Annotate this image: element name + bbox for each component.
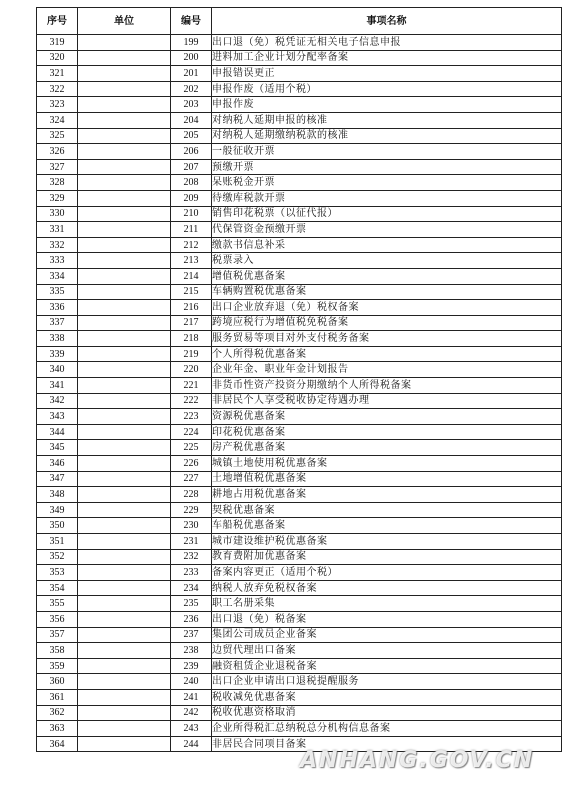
table-row [37,112,562,128]
row-unit [78,674,171,690]
table-row [37,35,562,51]
row-code: 221 [171,378,212,394]
row-code: 241 [171,689,212,705]
row-unit [78,112,171,128]
row-seq: 343 [37,409,78,425]
header-code: 编号 [171,8,212,35]
table-row [37,736,562,752]
row-code: 200 [171,50,212,66]
row-code: 225 [171,440,212,456]
row-unit [78,627,171,643]
table-row [37,378,562,394]
row-seq: 323 [37,97,78,113]
row-seq: 330 [37,206,78,222]
row-code: 204 [171,112,212,128]
row-code: 210 [171,206,212,222]
row-seq: 357 [37,627,78,643]
table-body [37,35,562,752]
row-unit [78,253,171,269]
row-seq: 335 [37,284,78,300]
row-code: 219 [171,346,212,362]
row-seq: 356 [37,611,78,627]
row-name: 申报错误更正 [212,66,562,82]
row-name: 出口退（免）税备案 [212,611,562,627]
row-unit [78,300,171,316]
row-name: 个人所得税优惠备案 [212,346,562,362]
row-seq: 329 [37,190,78,206]
table-row [37,643,562,659]
row-name: 契税优惠备案 [212,502,562,518]
row-seq: 359 [37,658,78,674]
row-name: 教育费附加优惠备案 [212,549,562,565]
row-unit [78,643,171,659]
row-seq: 347 [37,471,78,487]
table-row [37,128,562,144]
row-seq: 326 [37,144,78,160]
row-unit [78,346,171,362]
row-unit [78,237,171,253]
row-code: 229 [171,502,212,518]
row-code: 244 [171,736,212,752]
row-name: 非货币性资产投资分期缴纳个人所得税备案 [212,378,562,394]
row-code: 208 [171,175,212,191]
row-unit [78,268,171,284]
table-row [37,611,562,627]
table-row [37,346,562,362]
table-row [37,674,562,690]
table-row [37,721,562,737]
row-seq: 333 [37,253,78,269]
table-row [37,175,562,191]
row-unit [78,736,171,752]
row-code: 224 [171,424,212,440]
header-name: 事项名称 [212,8,562,35]
row-name: 出口企业申请出口退税提醒服务 [212,674,562,690]
row-unit [78,502,171,518]
row-unit [78,456,171,472]
row-seq: 328 [37,175,78,191]
table-header-row [37,8,562,35]
row-name: 企业年金、职业年金计划报告 [212,362,562,378]
row-code: 237 [171,627,212,643]
row-name: 城镇土地使用税优惠备案 [212,456,562,472]
row-unit [78,378,171,394]
row-unit [78,284,171,300]
row-seq: 360 [37,674,78,690]
row-name: 增值税优惠备案 [212,268,562,284]
row-unit [78,50,171,66]
row-seq: 336 [37,300,78,316]
row-seq: 351 [37,534,78,550]
table-row [37,456,562,472]
row-code: 213 [171,253,212,269]
table-row [37,81,562,97]
row-name: 申报作废（适用个税） [212,81,562,97]
row-seq: 338 [37,331,78,347]
row-seq: 332 [37,237,78,253]
table-row [37,284,562,300]
row-unit [78,81,171,97]
row-code: 209 [171,190,212,206]
row-code: 211 [171,222,212,238]
table-row [37,658,562,674]
row-seq: 358 [37,643,78,659]
row-code: 240 [171,674,212,690]
row-code: 216 [171,300,212,316]
row-name: 纳税人放弃免税权备案 [212,580,562,596]
table-row [37,97,562,113]
row-name: 税收优惠资格取消 [212,705,562,721]
row-seq: 362 [37,705,78,721]
row-name: 申报作废 [212,97,562,113]
table-row [37,190,562,206]
row-code: 226 [171,456,212,472]
table-row [37,580,562,596]
row-code: 239 [171,658,212,674]
row-seq: 327 [37,159,78,175]
row-unit [78,518,171,534]
row-code: 205 [171,128,212,144]
row-code: 238 [171,643,212,659]
row-name: 对纳税人延期缴纳税款的核准 [212,128,562,144]
row-seq: 319 [37,35,78,51]
row-unit [78,315,171,331]
row-unit [78,175,171,191]
row-unit [78,689,171,705]
row-seq: 324 [37,112,78,128]
row-name: 城市建设维护税优惠备案 [212,534,562,550]
row-seq: 322 [37,81,78,97]
table-row [37,237,562,253]
row-name: 一般征收开票 [212,144,562,160]
row-code: 227 [171,471,212,487]
header-unit: 单位 [78,8,171,35]
row-seq: 354 [37,580,78,596]
table-row [37,268,562,284]
row-code: 234 [171,580,212,596]
row-code: 215 [171,284,212,300]
row-name: 房产税优惠备案 [212,440,562,456]
row-unit [78,549,171,565]
row-unit [78,596,171,612]
table-row [37,362,562,378]
row-unit [78,66,171,82]
row-unit [78,440,171,456]
row-name: 车船税优惠备案 [212,518,562,534]
table-row [37,565,562,581]
table-row [37,331,562,347]
table-row [37,518,562,534]
row-name: 跨境应税行为增值税免税备案 [212,315,562,331]
row-unit [78,128,171,144]
row-code: 214 [171,268,212,284]
row-name: 税票录入 [212,253,562,269]
row-code: 203 [171,97,212,113]
row-unit [78,144,171,160]
row-unit [78,190,171,206]
row-seq: 321 [37,66,78,82]
row-name: 土地增值税优惠备案 [212,471,562,487]
table-row [37,424,562,440]
table-row [37,549,562,565]
row-seq: 352 [37,549,78,565]
row-code: 233 [171,565,212,581]
row-seq: 342 [37,393,78,409]
row-unit [78,222,171,238]
row-unit [78,658,171,674]
table-row [37,315,562,331]
table-row [37,300,562,316]
row-seq: 334 [37,268,78,284]
table-row [37,502,562,518]
row-code: 217 [171,315,212,331]
row-name: 代保管资金预缴开票 [212,222,562,238]
header-seq: 序号 [37,8,78,35]
row-unit [78,721,171,737]
row-name: 融资租赁企业退税备案 [212,658,562,674]
table-row [37,222,562,238]
row-code: 218 [171,331,212,347]
row-seq: 339 [37,346,78,362]
table-row [37,596,562,612]
row-seq: 346 [37,456,78,472]
row-code: 206 [171,144,212,160]
row-name: 非居民合同项目备案 [212,736,562,752]
table-row [37,487,562,503]
row-code: 202 [171,81,212,97]
row-code: 223 [171,409,212,425]
row-code: 232 [171,549,212,565]
row-seq: 325 [37,128,78,144]
row-unit [78,331,171,347]
row-name: 非居民个人享受税收协定待遇办理 [212,393,562,409]
row-name: 对纳税人延期申报的核准 [212,112,562,128]
table-row [37,534,562,550]
row-code: 207 [171,159,212,175]
table-row [37,50,562,66]
row-seq: 355 [37,596,78,612]
row-code: 222 [171,393,212,409]
row-unit [78,705,171,721]
row-seq: 353 [37,565,78,581]
table-row [37,689,562,705]
row-code: 236 [171,611,212,627]
row-code: 212 [171,237,212,253]
row-unit [78,206,171,222]
table-row [37,409,562,425]
row-seq: 348 [37,487,78,503]
row-unit [78,424,171,440]
row-unit [78,409,171,425]
row-seq: 349 [37,502,78,518]
row-code: 220 [171,362,212,378]
row-name: 出口企业放弃退（免）税权备案 [212,300,562,316]
row-seq: 361 [37,689,78,705]
row-unit [78,580,171,596]
row-seq: 364 [37,736,78,752]
row-unit [78,611,171,627]
row-name: 资源税优惠备案 [212,409,562,425]
row-seq: 350 [37,518,78,534]
row-name: 呆账税金开票 [212,175,562,191]
row-name: 预缴开票 [212,159,562,175]
row-code: 201 [171,66,212,82]
row-name: 耕地占用税优惠备案 [212,487,562,503]
row-seq: 344 [37,424,78,440]
row-unit [78,362,171,378]
row-code: 243 [171,721,212,737]
row-code: 228 [171,487,212,503]
row-seq: 331 [37,222,78,238]
row-unit [78,534,171,550]
table-row [37,440,562,456]
table-row [37,705,562,721]
matters-table [36,7,562,752]
row-unit [78,97,171,113]
row-name: 待缴库税款开票 [212,190,562,206]
row-unit [78,487,171,503]
row-name: 车辆购置税优惠备案 [212,284,562,300]
row-name: 企业所得税汇总纳税总分机构信息备案 [212,721,562,737]
row-seq: 345 [37,440,78,456]
row-name: 销售印花税票（以征代报） [212,206,562,222]
table-row [37,627,562,643]
row-name: 备案内容更正（适用个税） [212,565,562,581]
row-seq: 340 [37,362,78,378]
row-unit [78,471,171,487]
table-row [37,253,562,269]
row-name: 职工名册采集 [212,596,562,612]
row-unit [78,159,171,175]
table-row [37,66,562,82]
site-watermark: ANHANG.GOV.CN [300,748,535,773]
row-seq: 320 [37,50,78,66]
row-seq: 341 [37,378,78,394]
row-code: 235 [171,596,212,612]
row-code: 242 [171,705,212,721]
row-code: 231 [171,534,212,550]
row-name: 税收减免优惠备案 [212,689,562,705]
table-row [37,206,562,222]
row-code: 230 [171,518,212,534]
row-name: 出口退（免）税凭证无相关电子信息申报 [212,35,562,51]
row-name: 边贸代理出口备案 [212,643,562,659]
row-seq: 337 [37,315,78,331]
row-unit [78,35,171,51]
row-name: 进料加工企业计划分配率备案 [212,50,562,66]
row-name: 服务贸易等项目对外支付税务备案 [212,331,562,347]
table-row [37,471,562,487]
table-row [37,144,562,160]
row-seq: 363 [37,721,78,737]
row-name: 缴款书信息补采 [212,237,562,253]
row-name: 印花税优惠备案 [212,424,562,440]
table-row [37,393,562,409]
row-code: 199 [171,35,212,51]
row-unit [78,393,171,409]
row-name: 集团公司成员企业备案 [212,627,562,643]
cropped-header-edge [0,0,577,4]
row-unit [78,565,171,581]
table-row [37,159,562,175]
